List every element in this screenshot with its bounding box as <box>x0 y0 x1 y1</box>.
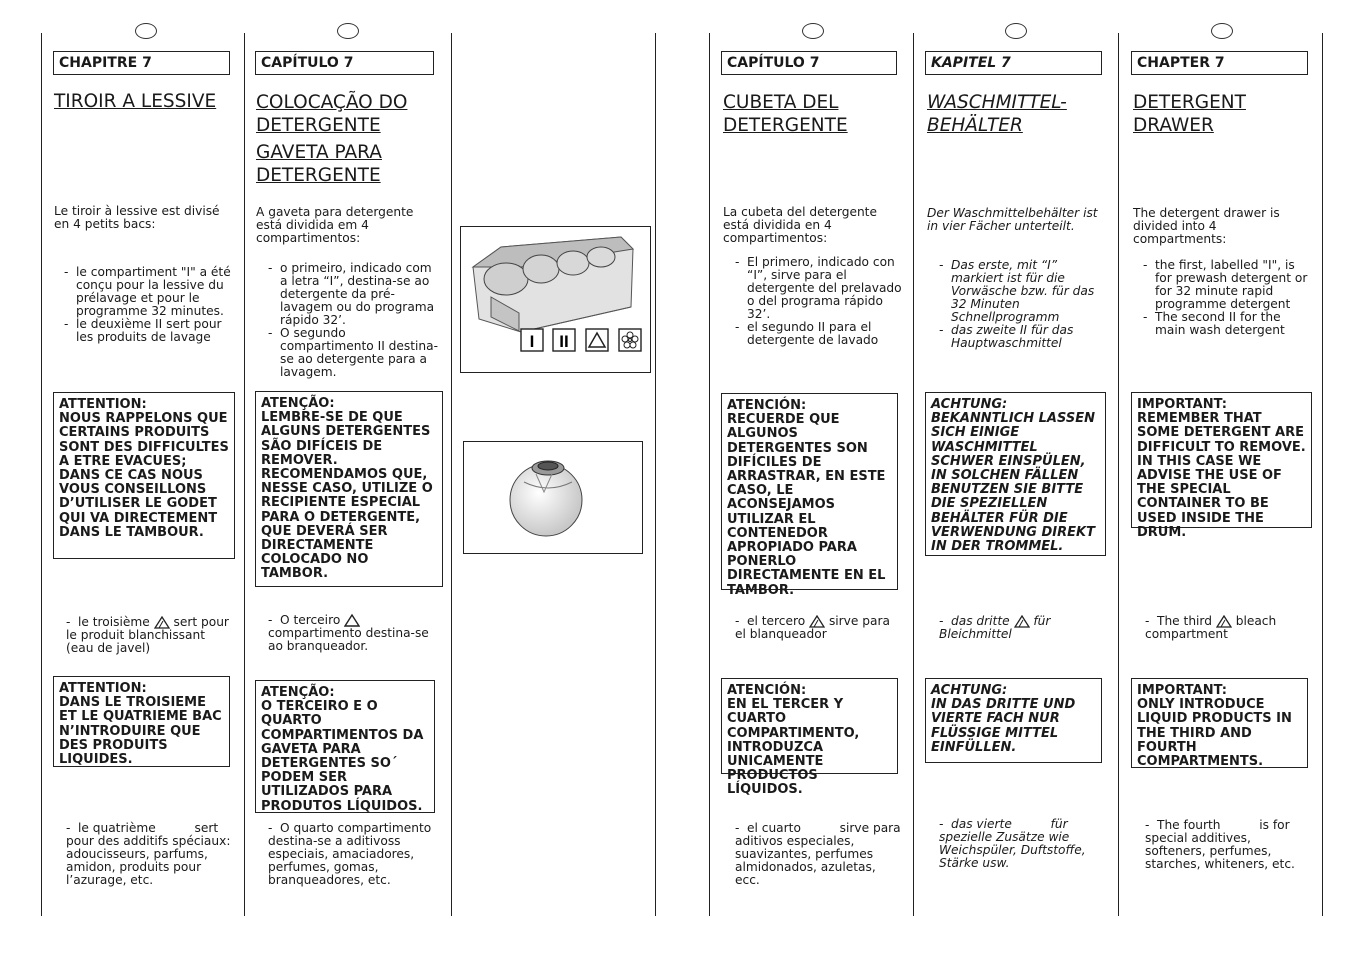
chapter-heading: KAPITEL 7 <box>925 51 1102 75</box>
compartment-list <box>735 256 903 347</box>
list-item: - le deuxième II sert pour les produits de lavage <box>64 318 234 344</box>
list-item: - das zweite II für das Hauptwaschmittel <box>939 324 1104 350</box>
warning-box <box>721 678 898 798</box>
chapter-heading: CHAPTER 7 <box>1131 51 1308 75</box>
detergent-dispenser-ball-figure <box>463 441 643 554</box>
column-rule <box>709 33 710 916</box>
language-flag-oval <box>337 23 359 39</box>
warning-text: EN EL TERCER Y CUARTO COMPARTIMENTO, INTRODUZCA UNICAMENTE PRODUCTOS LÍQUIDOS. <box>727 697 860 798</box>
third-compartment-text: - le troisième sert pour le produit blanchissant (eau de javel) <box>66 615 229 655</box>
dispenser-ball-illustration <box>464 442 641 552</box>
fourth-description: le quatrième sert pour des additifs spéciaux: adoucisseurs, parfums, amidon, produits pour l’azurage, etc. <box>66 821 235 887</box>
fourth-description: das vierte für spezielle Zusätze wie Weichspüler, Duftstoffe, Stärke usw. <box>939 817 1090 870</box>
third-compartment-text: - The third bleach compartment <box>1145 614 1277 641</box>
warning-heading: ATENCIÓN: <box>727 398 807 413</box>
intro-text: La cubeta del detergente está dividida en 4 compartimentos: <box>723 205 877 245</box>
warning-heading: ATTENTION: <box>59 681 147 696</box>
warning-box <box>1131 392 1312 540</box>
compartment-list <box>64 266 234 344</box>
fourth-compartment-text: - el cuarto sirve para aditivos especiales, suavizantes, perfumes almidonados, azuletas, ecc. <box>735 821 905 887</box>
warning-text: RECUERDE QUE ALGUNOS DETERGENTES SON DIFÍCILES DE ARRASTRAR, EN ESTE CASO, LE ACONSEJAMOS UTILIZAR EL CONTENEDOR APROPIADO PARA PONERLO DIRECTAMENTE EN EL TAMBOR. <box>727 412 886 598</box>
third-compartment-text: - das dritte für Bleichmittel <box>939 614 1051 641</box>
fourth-compartment-text: - le quatrième sert pour des additifs spéciaux: adoucisseurs, parfums, amidon, produits pour l’azurage, etc. <box>66 821 235 887</box>
list-item: - o primeiro, indicado com a letra “I”, destina-se ao detergente da pré-lavagem ou do programa rápido 32’. <box>268 262 438 327</box>
column-rule <box>655 33 656 916</box>
warning-heading: ATENÇÃO: <box>261 396 335 411</box>
section-title: TIROIR A LESSIVE <box>54 91 217 112</box>
third-label: O terceiro <box>280 613 341 627</box>
fourth-compartment-text: - O quarto compartimento destina-se a aditivoss especiais, amaciadores, perfumes, gomas, branqueadores, etc. <box>268 821 471 887</box>
third-label: The third <box>1157 614 1212 628</box>
compartment-list <box>1143 259 1313 337</box>
third-description: bleach compartment <box>1145 614 1277 641</box>
language-flag-oval <box>802 23 824 39</box>
warning-text: ONLY INTRODUCE LIQUID PRODUCTS IN THE THIRD AND FOURTH COMPARTMENTS. <box>1137 697 1292 770</box>
third-description: für Bleichmittel <box>939 614 1051 641</box>
fourth-description: The fourth is for special additives, softeners, perfumes, starches, whiteners, etc. <box>1145 818 1295 871</box>
chapter-heading: CAPÍTULO 7 <box>255 51 434 75</box>
warning-heading: ATENCIÓN: <box>727 683 807 698</box>
third-compartment-text: - el tercero sirve para el blanqueador <box>735 614 890 641</box>
warning-heading: IMPORTANT: <box>1137 683 1227 698</box>
compartment-label-one: I <box>529 332 535 351</box>
fourth-compartment-text: - The fourth is for special additives, softeners, perfumes, starches, whiteners, etc. <box>1145 818 1295 871</box>
language-flag-oval <box>135 23 157 39</box>
section-title: DETERGENT DRAWER <box>1133 92 1246 136</box>
column-rule <box>244 33 245 916</box>
third-label: le troisième <box>78 615 150 629</box>
list-item: - O segundo compartimento II destina-se ao detergente para a lavagem. <box>268 327 438 379</box>
warning-text: LEMBRE-SE DE QUE ALGUNS DETERGENTES SÃO DIFÍCEIS DE REMOVER. RECOMENDAMOS QUE, NESSE CASO, UTILIZE O RECIPIENTE ESPECIAL PARA O DETERGENTE, QUE DEVERÁ SER DIRECTAMENTE COLOCADO NO TAMBOR. <box>261 410 433 582</box>
intro-text: The detergent drawer is divided into 4 compartments: <box>1133 206 1280 246</box>
section-title: GAVETA PARA DETERGENTE <box>256 142 382 186</box>
warning-box <box>1131 678 1308 768</box>
column-rule <box>41 33 42 916</box>
third-compartment-text: - O terceiro compartimento destina-se ao branqueador. <box>268 613 429 653</box>
column-rule <box>913 33 914 916</box>
warning-text: REMEMBER THAT SOME DETERGENT ARE DIFFICULT TO REMOVE. IN THIS CASE WE ADVISE THE USE OF THE SPECIAL CONTAINER TO BE USED INSIDE THE DRUM. <box>1137 411 1306 540</box>
chapter-heading: CAPÍTULO 7 <box>721 51 897 75</box>
bleach-triangle-icon <box>1014 615 1030 628</box>
language-flag-oval <box>1211 23 1233 39</box>
compartment-list <box>939 259 1104 350</box>
third-label: das dritte <box>951 614 1010 628</box>
list-item: - El primero, indicado con “I”, sirve para el detergente del prelavado o del programa rápido 32’. <box>735 256 903 321</box>
section-title: CUBETA DEL DETERGENTE <box>723 92 848 136</box>
warning-text: O TERCEIRO E O QUARTO COMPARTIMENTOS DA GAVETA PARA DETERGENTES SO´ PODEM SER UTILIZADOS PARA PRODUTOS LÍQUIDOS. <box>261 699 424 814</box>
third-description: compartimento destina-se ao branqueador. <box>268 626 429 653</box>
compartment-list <box>268 262 438 379</box>
fourth-compartment-text: - das vierte für spezielle Zusätze wie Weichspüler, Duftstoffe, Stärke usw. <box>939 817 1090 870</box>
warning-box <box>255 680 435 813</box>
warning-text: NOUS RAPPELONS QUE CERTAINS PRODUITS SONT DES DIFFICULTES A ETRE EVACUES; DANS CE CAS NOUS VOUS CONSEILLONS D’UTILISER LE GODET QUI VA DIRECTEMENT DANS LE TAMBOUR. <box>59 411 229 540</box>
column-rule <box>1118 33 1119 916</box>
warning-heading: ATENÇÃO: <box>261 685 335 700</box>
section-title: WASCHMITTEL-BEHÄLTER <box>927 92 1067 136</box>
intro-text: Le tiroir à lessive est divisé en 4 petits bacs: <box>54 204 220 231</box>
section-title: COLOCAÇÃO DO DETERGENTE <box>256 92 408 136</box>
compartment-label-two: II <box>559 332 569 351</box>
warning-box <box>925 392 1106 556</box>
warning-heading: ATTENTION: <box>59 397 147 412</box>
drawer-illustration <box>461 227 649 371</box>
chapter-heading: CHAPITRE 7 <box>53 51 230 75</box>
warning-box <box>53 676 230 767</box>
warning-text: BEKANNTLICH LASSEN SICH EINIGE WASCHMITTEL SCHWER EINSPÜLEN, IN SOLCHEN FÄLLEN BENUTZEN SIE BITTE DIE SPEZIELLEN BEHÄLTER FÜR DIE VERWENDUNG DIREKT IN DER TROMMEL. <box>931 411 1095 555</box>
warning-heading: ACHTUNG: <box>931 683 1008 698</box>
warning-box <box>53 392 235 559</box>
warning-box <box>721 393 898 598</box>
fourth-description: O quarto compartimento destina-se a aditivoss especiais, amaciadores, perfumes, gomas, branqueadores, etc. <box>268 821 471 887</box>
list-item: - el segundo II para el detergente de lavado <box>735 321 903 347</box>
list-item: - Das erste, mit “I” markiert ist für die Vorwäsche bzw. für das 32 Minuten Schnellprogramm <box>939 259 1104 324</box>
column-rule <box>1322 33 1323 916</box>
column-rule <box>451 33 452 916</box>
third-description: sirve para el blanqueador <box>735 614 890 641</box>
warning-box <box>925 678 1102 763</box>
warning-heading: IMPORTANT: <box>1137 397 1227 412</box>
fourth-description: el cuarto sirve para aditivos especiales, suavizantes, perfumes almidonados, azuletas, ecc. <box>735 821 905 887</box>
list-item: - the first, labelled "I", is for prewash detergent or for 32 minute rapid programme detergent <box>1143 259 1313 311</box>
detergent-drawer-figure <box>460 226 651 373</box>
language-flag-oval <box>1005 23 1027 39</box>
intro-text: A gaveta para detergente está dividida em 4 compartimentos: <box>256 205 414 245</box>
warning-text: IN DAS DRITTE UND VIERTE FACH NUR FLÜSSIGE MITTEL EINFÜLLEN. <box>931 697 1076 755</box>
third-label: el tercero <box>747 614 806 628</box>
list-item: - le compartiment "I" a été conçu pour la lessive du prélavage et pour le programme 32 minutes. <box>64 266 234 318</box>
third-description: sert pour le produit blanchissant (eau de javel) <box>66 615 229 655</box>
list-item: - The second II for the main wash detergent <box>1143 311 1313 337</box>
warning-heading: ACHTUNG: <box>931 397 1008 412</box>
warning-box <box>255 391 443 587</box>
intro-text: Der Waschmittelbehälter ist in vier Fächer unterteilt. <box>927 206 1098 233</box>
warning-text: DANS LE TROISIEME ET LE QUATRIEME BAC N’INTRODUIRE QUE DES PRODUITS LIQUIDES. <box>59 695 222 768</box>
